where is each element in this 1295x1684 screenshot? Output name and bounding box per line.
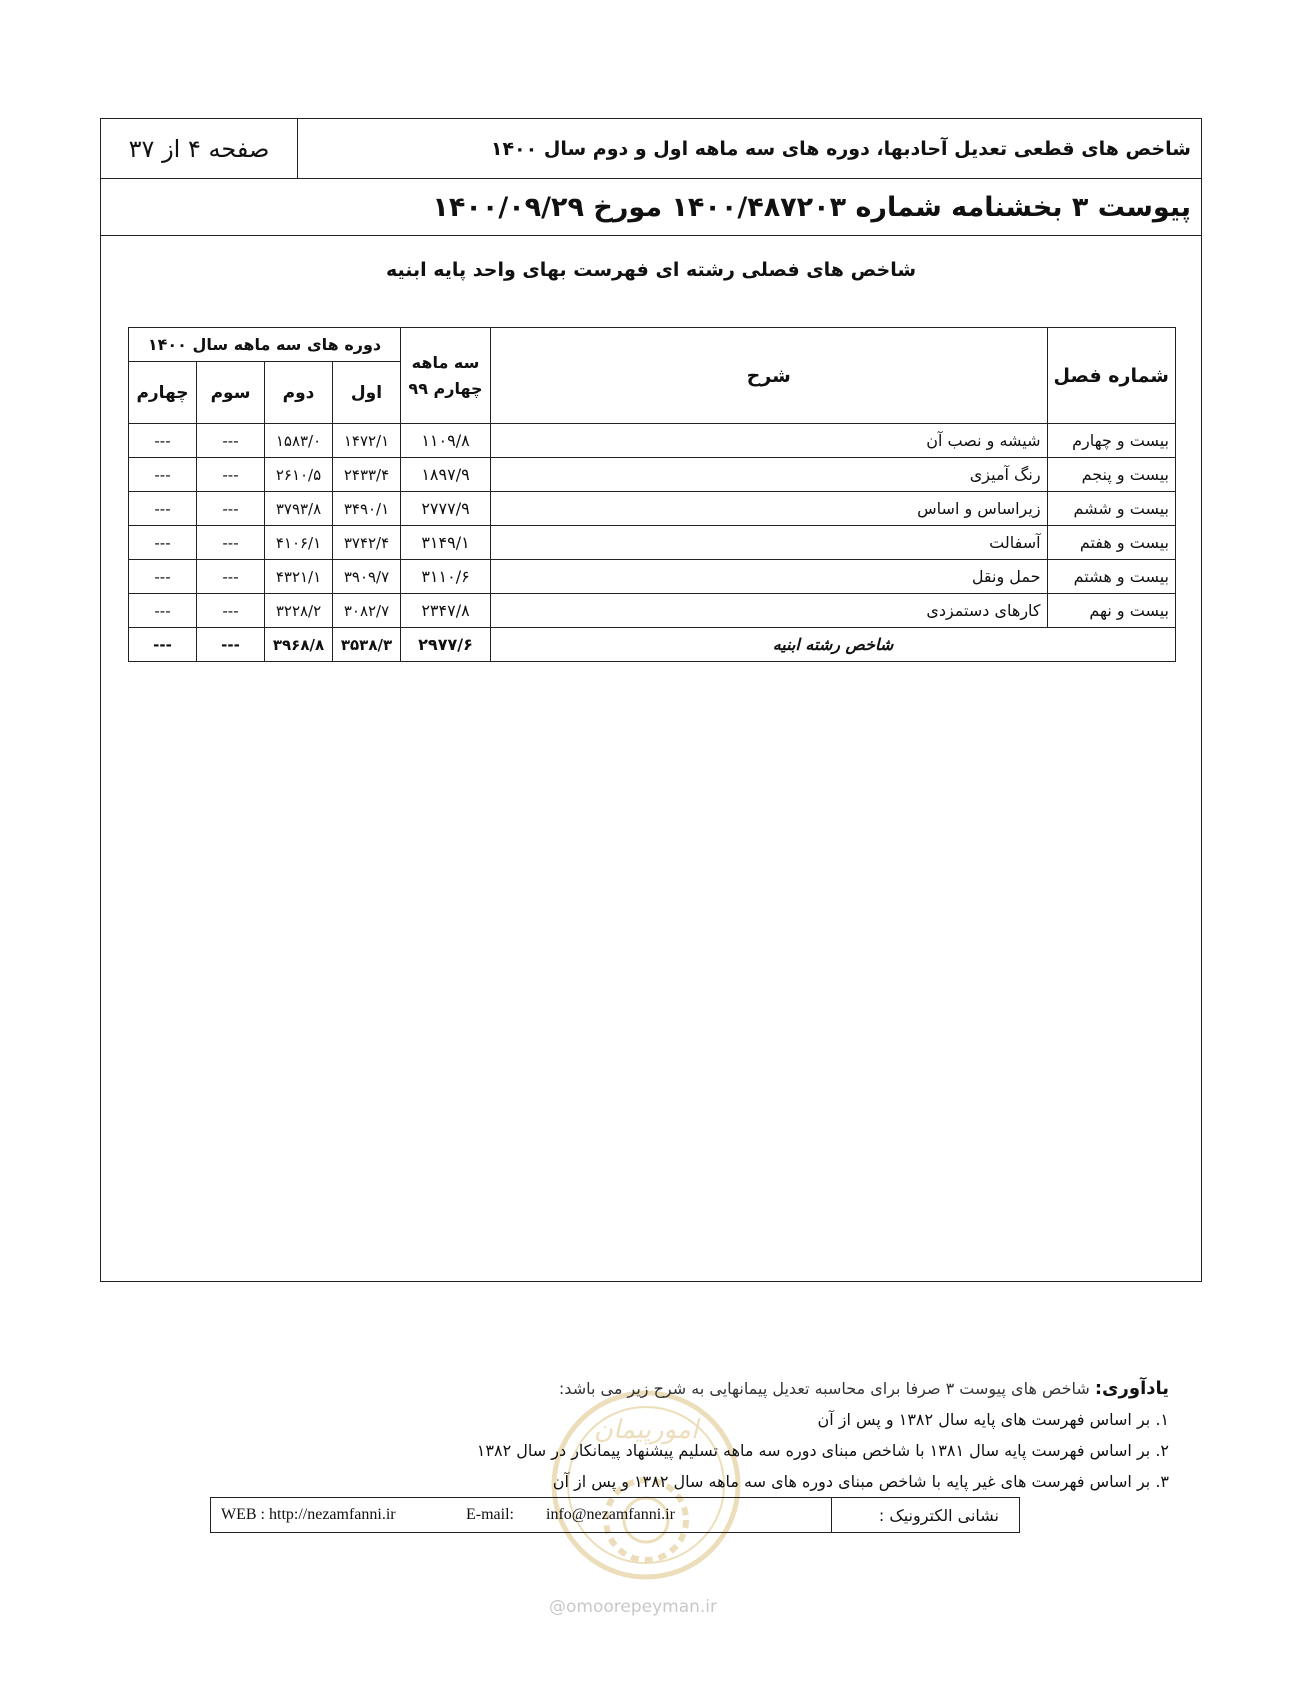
footer-contact (210, 1497, 1020, 1533)
header-q4-99-line2: چهارم ۹۹ (408, 378, 483, 398)
q4-cell: --- (129, 492, 197, 526)
q3-cell: --- (197, 492, 265, 526)
q4-99-cell: ۲۳۴۷/۸ (401, 594, 491, 628)
q4-cell: --- (129, 594, 197, 628)
footer-address-label: نشانی الکترونیک : (831, 1498, 1019, 1532)
q3-cell: --- (197, 424, 265, 458)
chapter-cell: بیست و هفتم (1047, 526, 1175, 560)
watermark-text: @omoorepeyman.ir (549, 1597, 718, 1617)
stamp-text: امورپیمان (593, 1415, 699, 1445)
q2-cell: ۴۳۲۱/۱ (265, 560, 333, 594)
q2-cell: ۴۱۰۶/۱ (265, 526, 333, 560)
description-cell: رنگ آمیزی (491, 458, 1048, 492)
q3-cell: --- (197, 594, 265, 628)
notes-section (289, 1373, 1169, 1497)
header-q4: چهارم (129, 362, 197, 424)
q2-cell: ۱۵۸۳/۰ (265, 424, 333, 458)
q4-99-cell: ۳۱۴۹/۱ (401, 526, 491, 560)
table-row (129, 560, 1176, 594)
total-q4-cell: --- (129, 628, 197, 662)
q2-cell: ۳۷۹۳/۸ (265, 492, 333, 526)
q4-99-cell: ۳۱۱۰/۶ (401, 560, 491, 594)
description-cell: حمل ونقل (491, 560, 1048, 594)
note-item-3: ۳. بر اساس فهرست های غیر پایه با شاخص مبنای دوره های سه ماهه سال ۱۳۸۲ و پس از آن (552, 1472, 1169, 1491)
chapter-cell: بیست و پنجم (1047, 458, 1175, 492)
footer-email-label: E-mail: (466, 1506, 514, 1523)
table-row (129, 458, 1176, 492)
chapter-cell: بیست و هشتم (1047, 560, 1175, 594)
document-title: شاخص های قطعی تعدیل آحادبها، دوره های سه ماهه اول و دوم سال ۱۴۰۰ (490, 137, 1191, 160)
header-q3: سوم (197, 362, 265, 424)
q1-cell: ۳۰۸۲/۷ (333, 594, 401, 628)
description-cell: آسفالت (491, 526, 1048, 560)
q3-cell: --- (197, 526, 265, 560)
header-chapter: شماره فصل (1047, 328, 1175, 424)
notes-text: شاخص های پیوست ۳ صرفا برای محاسبه تعدیل پیمانهایی به شرح زیر می باشد: (558, 1379, 1090, 1398)
q4-99-cell: ۲۷۷۷/۹ (401, 492, 491, 526)
q1-cell: ۳۹۰۹/۷ (333, 560, 401, 594)
q4-cell: --- (129, 560, 197, 594)
document-subtitle: پیوست ۳ بخشنامه شماره ۱۴۰۰/۴۸۷۲۰۳ مورخ ۱۴۰۰/۰۹/۲۹ (101, 179, 1201, 236)
header-q2: دوم (265, 362, 333, 424)
document-frame (100, 118, 1202, 1282)
description-cell: شیشه و نصب آن (491, 424, 1048, 458)
q2-cell: ۳۲۲۸/۲ (265, 594, 333, 628)
total-q1-cell: ۳۵۳۸/۳ (333, 628, 401, 662)
note-item-1: ۱. بر اساس فهرست های پایه سال ۱۳۸۲ و پس از آن (817, 1410, 1169, 1429)
q4-99-cell: ۱۸۹۷/۹ (401, 458, 491, 492)
q1-cell: ۲۴۳۳/۴ (333, 458, 401, 492)
total-label: شاخص رشته ابنیه (491, 628, 1176, 662)
header-description: شرح (491, 328, 1048, 424)
notes-lead: یادآوری: (1094, 1378, 1169, 1399)
q1-cell: ۳۷۴۲/۴ (333, 526, 401, 560)
chapter-cell: بیست و ششم (1047, 492, 1175, 526)
q1-cell: ۱۴۷۲/۱ (333, 424, 401, 458)
table-row (129, 594, 1176, 628)
q3-cell: --- (197, 560, 265, 594)
description-cell: کارهای دستمزدی (491, 594, 1048, 628)
table-row (129, 492, 1176, 526)
page-number: صفحه ۴ از ۳۷ (101, 119, 298, 178)
total-q2-cell: ۳۹۶۸/۸ (265, 628, 333, 662)
q4-cell: --- (129, 424, 197, 458)
q4-cell: --- (129, 526, 197, 560)
header-period-group: دوره های سه ماهه سال ۱۴۰۰ (129, 328, 401, 362)
footer-email-link[interactable]: info@nezamfanni.ir (546, 1506, 675, 1523)
chapter-cell: بیست و چهارم (1047, 424, 1175, 458)
total-q4-99-cell: ۲۹۷۷/۶ (401, 628, 491, 662)
table-row (129, 424, 1176, 458)
q4-99-cell: ۱۱۰۹/۸ (401, 424, 491, 458)
header-q4-99 (401, 328, 491, 424)
footer-web-link[interactable]: WEB : http://nezamfanni.ir (221, 1506, 396, 1523)
description-cell: زیراساس و اساس (491, 492, 1048, 526)
q2-cell: ۲۶۱۰/۵ (265, 458, 333, 492)
total-q3-cell: --- (197, 628, 265, 662)
table-row (129, 526, 1176, 560)
index-table (128, 327, 1176, 662)
header-q4-99-line1: سه ماهه (411, 352, 480, 372)
header-q1: اول (333, 362, 401, 424)
chapter-cell: بیست و نهم (1047, 594, 1175, 628)
header-row (101, 119, 1201, 179)
table-title: شاخص های فصلی رشته ای فهرست بهای واحد پایه ابنیه (385, 259, 917, 281)
q4-cell: --- (129, 458, 197, 492)
total-row (129, 628, 1176, 662)
q1-cell: ۳۴۹۰/۱ (333, 492, 401, 526)
note-item-2: ۲. بر اساس فهرست پایه سال ۱۳۸۱ با شاخص مبنای دوره سه ماهه تسلیم پیشنهاد پیمانکار در سال ۱۳۸۲ (476, 1441, 1169, 1460)
q3-cell: --- (197, 458, 265, 492)
